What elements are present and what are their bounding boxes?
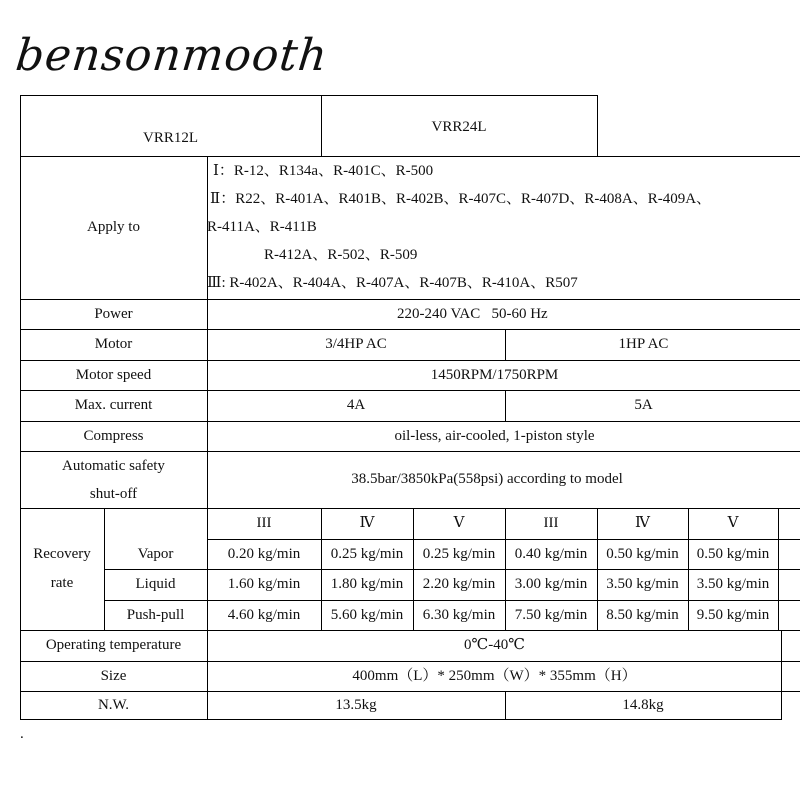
refrigerant-group-2: Ⅱ：R22、R-401A、R401B、R-402B、R-407C、R-407D、R-408A、R-409A、 [210, 191, 712, 207]
recovery-class-iv-24l: Ⅳ [635, 515, 650, 532]
vapor-value-4: 0.40 kg/min [514, 545, 588, 562]
apply-to-refrigerants [207, 157, 800, 297]
motor-vrr12l: 3/4HP AC [325, 336, 387, 353]
liquid-value-1: 1.60 kg/min [227, 576, 301, 593]
safety-shutoff-label-line2: shut-off [89, 485, 138, 502]
recovery-row-label-liquid: Liquid [135, 576, 176, 593]
vapor-value-5: 0.50 kg/min [606, 545, 679, 562]
motor-speed-label: Motor speed [75, 366, 152, 383]
liquid-value-3: 2.20 kg/min [422, 576, 496, 593]
refrigerant-group-2-cont: R-411A、R-411B [207, 219, 317, 235]
recovery-row-label-vapor: Vapor [137, 545, 174, 562]
push-pull-value-3: 6.30 kg/min [422, 606, 496, 623]
compress-label: Compress [83, 427, 144, 444]
max-current-vrr24l: 5A [634, 397, 653, 414]
vapor-value-3: 0.25 kg/min [422, 545, 496, 562]
power-label: Power [94, 305, 133, 322]
vapor-value-6: 0.50 kg/min [696, 545, 770, 562]
refrigerant-group-1: Ⅰ：R-12、R134a、R-401C、R-500 [213, 163, 434, 179]
recovery-class-iii-24l: III [543, 515, 559, 532]
recovery-rate-label [20, 539, 104, 599]
motor-label: Motor [94, 336, 133, 353]
recovery-class-iii-12l: III [256, 515, 272, 532]
max-current-vrr12l: 4A [346, 397, 366, 414]
vapor-value-1: 0.20 kg/min [227, 545, 301, 562]
motor-speed-value: 1450RPM/1750RPM [430, 366, 559, 383]
recovery-row-label-push-pull: Push-pull [126, 606, 185, 623]
operating-temperature-value: 0℃-40℃ [463, 637, 526, 654]
size-value: 400mm（L）* 250mm（W）* 355mm（H） [352, 667, 637, 684]
push-pull-value-4: 7.50 kg/min [514, 606, 588, 623]
refrigerant-group-3: Ⅲ: R-402A、R-404A、R-407A、R-407B、R-410A、R507 [207, 275, 578, 291]
compress-value: oil-less, air-cooled, 1-piston style [394, 427, 595, 444]
safety-shutoff-value: 38.5bar/3850kPa(558psi) according to model [351, 471, 623, 488]
motor-vrr24l: 1HP AC [618, 336, 669, 353]
safety-shutoff-label [20, 451, 207, 508]
liquid-value-5: 3.50 kg/min [606, 576, 679, 593]
net-weight-label: N.W. [97, 696, 130, 713]
brand-logo: bensonmooth [13, 30, 331, 81]
operating-temperature-label: Operating temperature [45, 637, 182, 654]
net-weight-vrr12l: 13.5kg [335, 696, 377, 713]
max-current-label: Max. current [74, 397, 153, 414]
liquid-value-6: 3.50 kg/min [696, 576, 770, 593]
liquid-value-2: 1.80 kg/min [330, 576, 404, 593]
recovery-class-v-24l: Ⅴ [727, 515, 739, 532]
vapor-value-2: 0.25 kg/min [330, 545, 404, 562]
recovery-class-iv-12l: Ⅳ [359, 515, 375, 532]
push-pull-value-1: 4.60 kg/min [227, 606, 301, 623]
apply-to-label: Apply to [87, 219, 140, 236]
recovery-rate-label-line2: rate [50, 575, 74, 591]
push-pull-value-6: 9.50 kg/min [696, 606, 770, 623]
net-weight-vrr24l: 14.8kg [622, 696, 664, 713]
push-pull-value-2: 5.60 kg/min [330, 606, 404, 623]
liquid-value-4: 3.00 kg/min [514, 576, 588, 593]
refrigerant-group-2-cont2: R-412A、R-502、R-509 [264, 247, 418, 263]
model-header-vrr12l: VRR12L [142, 129, 198, 146]
power-value: 220-240 VAC 50-60 Hz [397, 305, 548, 322]
recovery-rate-label-line1: Recovery [33, 546, 91, 562]
push-pull-value-5: 8.50 kg/min [606, 606, 679, 623]
recovery-class-v-12l: Ⅴ [453, 515, 465, 532]
footer-dot: . [20, 726, 24, 742]
model-header-vrr24l: VRR24L [431, 118, 487, 135]
size-label: Size [100, 667, 127, 684]
safety-shutoff-label-line1: Automatic safety [62, 457, 165, 474]
